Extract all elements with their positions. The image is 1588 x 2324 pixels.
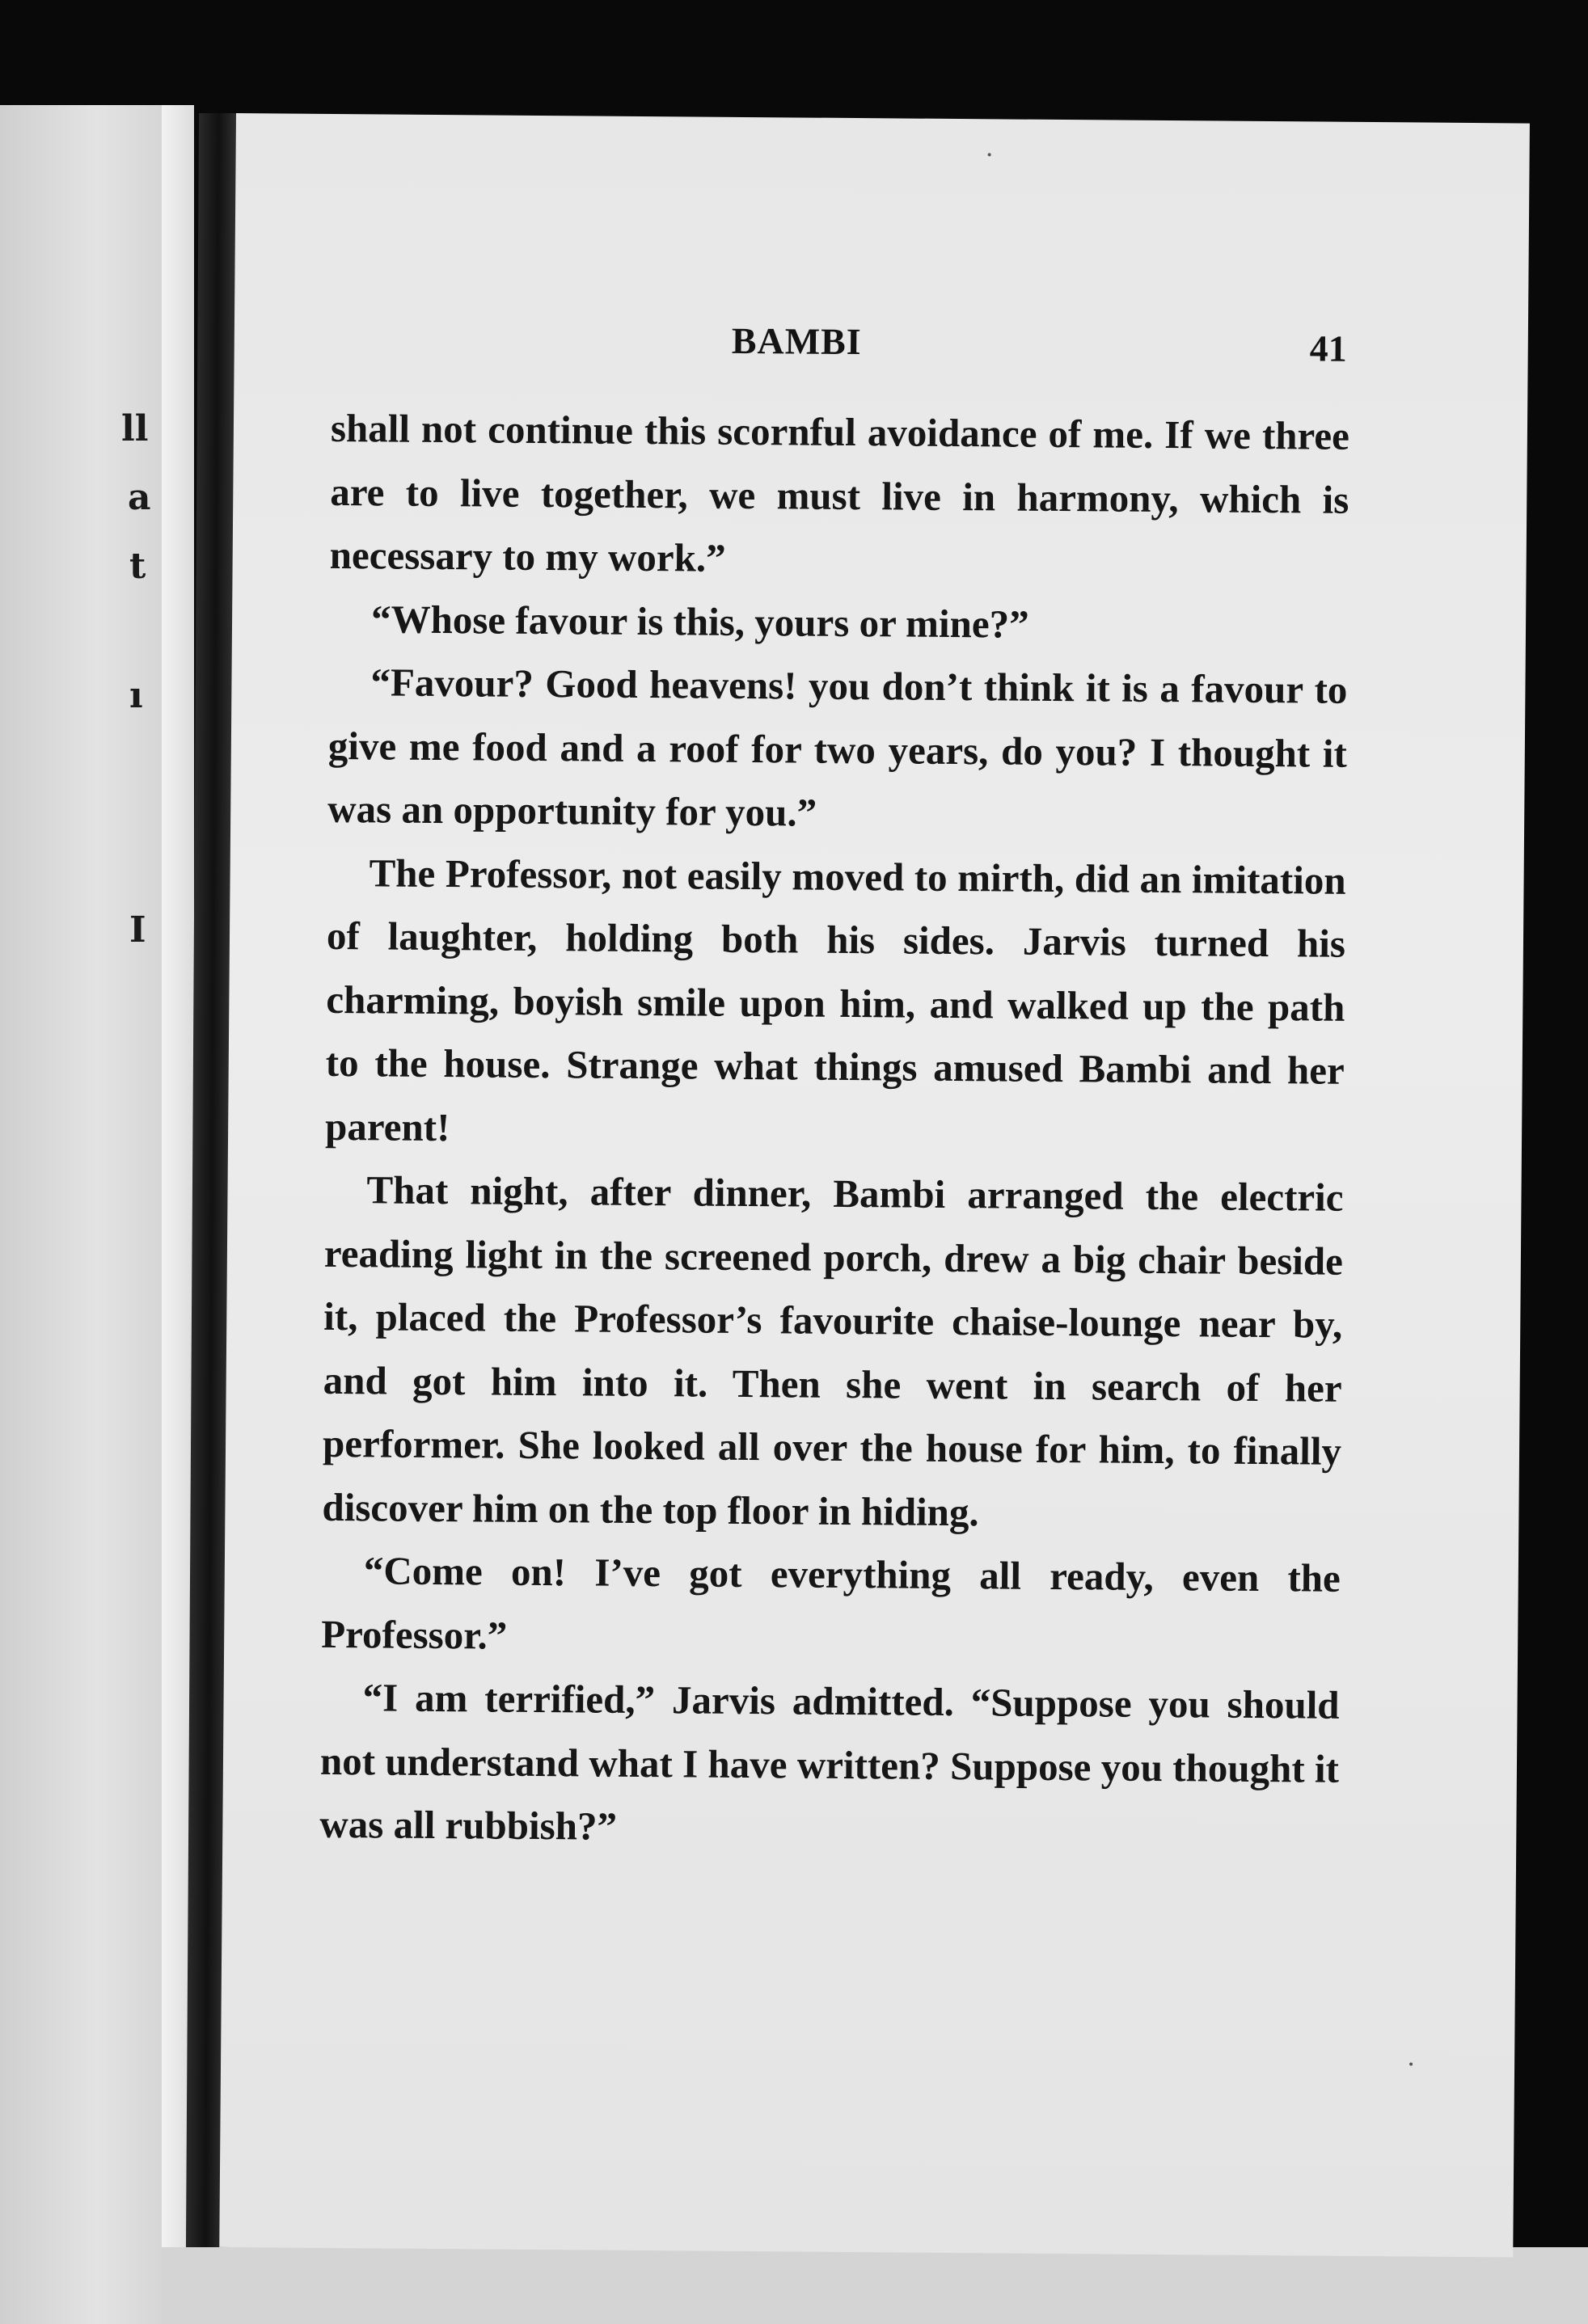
paragraph: “Favour? Good heavens! you don’t think it is a favour to give me food and a roof for two years, do you? I thought it was an opportunity for you.” [327, 660, 1348, 835]
left-page-fragment: I [129, 909, 146, 951]
book-page [219, 113, 1530, 2257]
page-number: 41 [1309, 327, 1347, 369]
paper-speck [988, 153, 991, 156]
body-text [319, 397, 1349, 1864]
paragraph: “Come on! I’ve got everything all ready, even the Professor.” [321, 1548, 1341, 1658]
paragraph: The Professor, not easily moved to mirth, did an imitation of laughter, holding both his sides. Jarvis turned his charming, boyish smile upon him, and walked up the path to the house. Strange what things amused Bambi and her parent! [324, 850, 1346, 1149]
running-header [234, 315, 1528, 369]
paper-speck [1409, 2062, 1413, 2065]
page-bottom-edge [162, 2247, 1588, 2324]
paragraph: That night, after dinner, Bambi arranged the electric reading light in the screened porch, drew a big chair beside it, placed the Professor’s favourite chaise-lounge near by, and got him into it. Then she went in search of her performer. She looked all over the house for him, to finally discover him on the top floor in hiding. [322, 1167, 1344, 1534]
paragraph: shall not continue this scornful avoidance of me. If we three are to live together, we must live in harmony, which is necessary to my work.” [329, 405, 1350, 580]
left-page-fragment: t [129, 546, 146, 587]
left-page-fragment: a [128, 477, 151, 518]
running-title: BAMBI [731, 319, 862, 363]
paragraph: “I am terrified,” Jarvis admitted. “Suppose you should not understand what I have written? Suppose you thought it was all rubbish?” [319, 1675, 1340, 1849]
paragraph: “Whose favour is this, yours or mine?” [370, 596, 1029, 647]
left-page-fragment: ı [129, 675, 143, 716]
left-page-fragment: ll [121, 408, 149, 449]
left-facing-page [0, 105, 162, 2324]
